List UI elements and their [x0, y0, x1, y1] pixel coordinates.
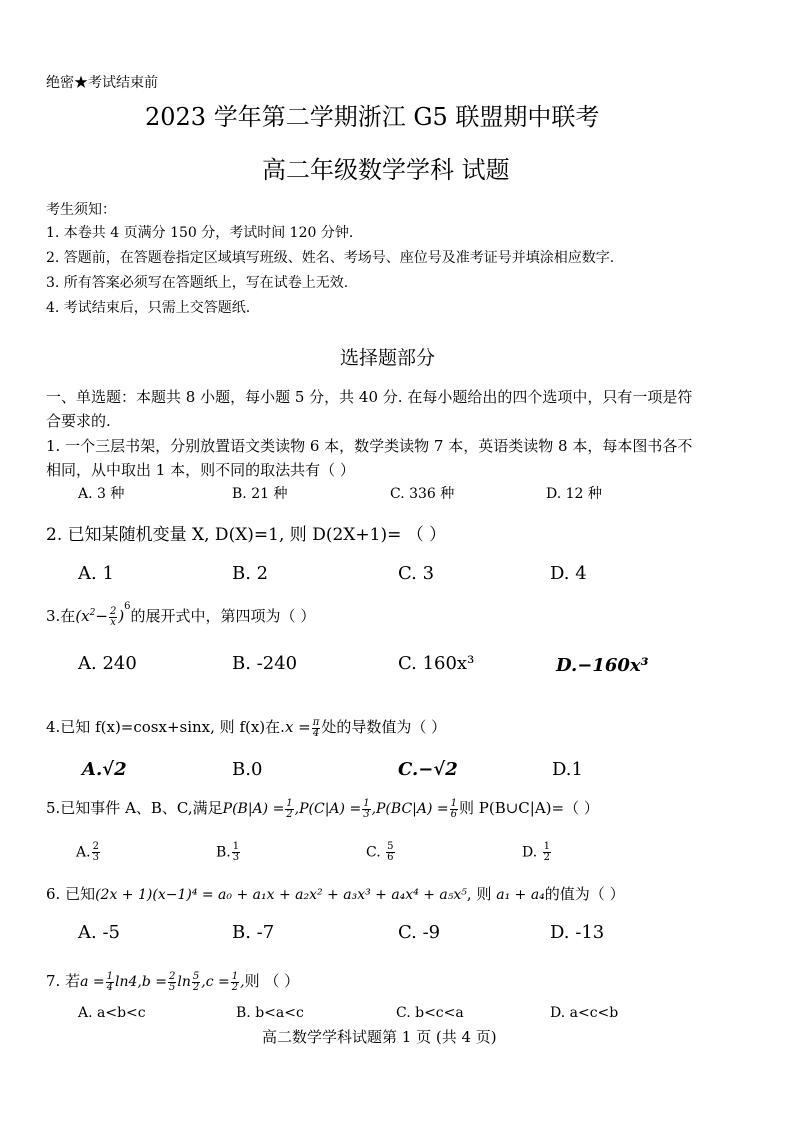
notice-heading: 考生须知：	[46, 202, 116, 218]
q5-option-c: C. $\frac{5}{6}$	[366, 841, 394, 863]
q6-option-a: A. -5	[78, 922, 120, 943]
q7-stem	[46, 970, 299, 993]
q4-option-a: A.√2	[82, 759, 127, 780]
exam-title: 2023 学年第二学期浙江 G5 联盟期中联考	[145, 103, 600, 131]
notice-item-2: 2. 答题前，在答题卷指定区域填写班级、姓名、考场号、座位号及准考证号并填涂相应数字.	[46, 250, 615, 266]
q3-stem	[46, 601, 315, 628]
secret-label: 绝密★考试结束前	[46, 75, 158, 91]
page-footer: 高二数学学科试题第 1 页 (共 4 页)	[262, 1028, 497, 1046]
exam-subtitle: 高二年级数学学科 试题	[262, 156, 510, 184]
q2-option-a: A. 1	[78, 563, 114, 584]
q7-prefix: 7. 若	[46, 972, 81, 990]
q5-option-d: D. $\frac{1}{2}$	[522, 841, 551, 863]
q5-suffix: 则 P(B∪C|A)=（ ）	[459, 799, 599, 817]
q1-option-a: A. 3 种	[78, 486, 125, 502]
q1-line1: 1. 一个三层书架，分别放置语文类读物 6 本，数学类读物 7 本，英语类读物 8 本，每本图书各不	[46, 437, 693, 455]
q2-option-b: B. 2	[232, 563, 269, 584]
notice-item-1: 1. 本卷共 4 页满分 150 分，考试时间 120 分钟.	[46, 225, 354, 241]
q2-option-d: D. 4	[550, 563, 587, 584]
q1-option-d: D. 12 种	[546, 486, 602, 502]
q6-option-b: B. -7	[232, 922, 275, 943]
q6-option-c: C. -9	[398, 922, 441, 943]
q5-option-b: B. $\frac{1}{3}$	[216, 841, 240, 863]
q6-option-d: D. -13	[550, 922, 605, 943]
q1-option-b: B. 21 种	[232, 486, 288, 502]
q2-option-c: C. 3	[398, 563, 435, 584]
q5-stem	[46, 797, 599, 820]
notice-item-3: 3. 所有答案必须写在答题纸上，写在试卷上无效.	[46, 275, 349, 291]
q4-suffix: 处的导数值为（ ）	[321, 718, 447, 736]
q6-target: a₁ + a₄	[496, 887, 545, 903]
q3-option-c: C. 160x³	[398, 653, 475, 674]
q4-prefix: 4.已知 f(x)=cosx+sinx, 则 f(x)在.	[46, 718, 285, 736]
q4-stem	[46, 716, 446, 739]
q5-conditions: P(B|A) = $\frac{1}{2}$ ,P(C|A) = $\frac{1}{3}$ ,P(BC|A) = $\frac{1}{6}$	[222, 797, 457, 820]
part1-line2: 合要求的.	[46, 412, 111, 430]
q3-binomial: ($x^2-$ $\frac{2}{x}$ )$^6$	[75, 601, 131, 628]
q3-suffix: 的展开式中，第四项为（ ）	[130, 607, 316, 625]
part1-line1: 一、单选题：本题共 8 小题，每小题 5 分，共 40 分. 在每小题给出的四个选项中，只有一项是符	[46, 388, 693, 406]
q3-option-a: A. 240	[78, 653, 137, 674]
q3-prefix: 3.在	[46, 607, 76, 625]
q4-point: x = $\frac{\pi}{4}$	[284, 716, 320, 739]
q5-prefix: 5.已知事件 A、B、C,满足	[46, 799, 223, 817]
q7-option-b: B. b<a<c	[236, 1005, 304, 1021]
q6-stem: 6. 已知(2x + 1)(x−1)⁴ = a₀ + a₁x + a₂x² + a₃x³ + a₄x⁴ + a₅x⁵, 则 a₁ + a₄的值为（ ）	[46, 885, 625, 903]
q1-option-c: C. 336 种	[390, 486, 455, 502]
q3-option-b: B. -240	[232, 653, 298, 674]
q3-option-d: D.−160x³	[556, 655, 649, 676]
q7-definitions: a = $\frac{1}{4}$ ln4,b = $\frac{2}{5}$ ln $\frac{5}{2}$ ,c = $\frac{1}{2}$ ,	[80, 970, 245, 993]
q6-expansion: (2x + 1)(x−1)⁴ = a₀ + a₁x + a₂x² + a₃x³ + a₄x⁴ + a₅x⁵	[95, 887, 467, 903]
q6-prefix: 6. 已知	[46, 885, 96, 903]
notice-item-4: 4. 考试结束后，只需上交答题纸.	[46, 300, 251, 316]
q7-option-d: D. a<c<b	[550, 1005, 619, 1021]
q4-option-d: D.1	[552, 759, 583, 780]
q5-option-a: A. $\frac{2}{3}$	[76, 841, 99, 863]
q7-option-c: C. b<c<a	[396, 1005, 464, 1021]
q1-line2: 相同，从中取出 1 本，则不同的取法共有（ ）	[46, 461, 355, 479]
q4-option-b: B.0	[232, 759, 263, 780]
section-title: 选择题部分	[340, 347, 436, 369]
q7-option-a: A. a<b<c	[78, 1005, 146, 1021]
q7-suffix: 则 （ ）	[244, 972, 300, 990]
q4-option-c: C.−√2	[398, 759, 458, 780]
q2-stem: 2. 已知某随机变量 X, D(X)=1, 则 D(2X+1)= （ ）	[46, 525, 447, 545]
